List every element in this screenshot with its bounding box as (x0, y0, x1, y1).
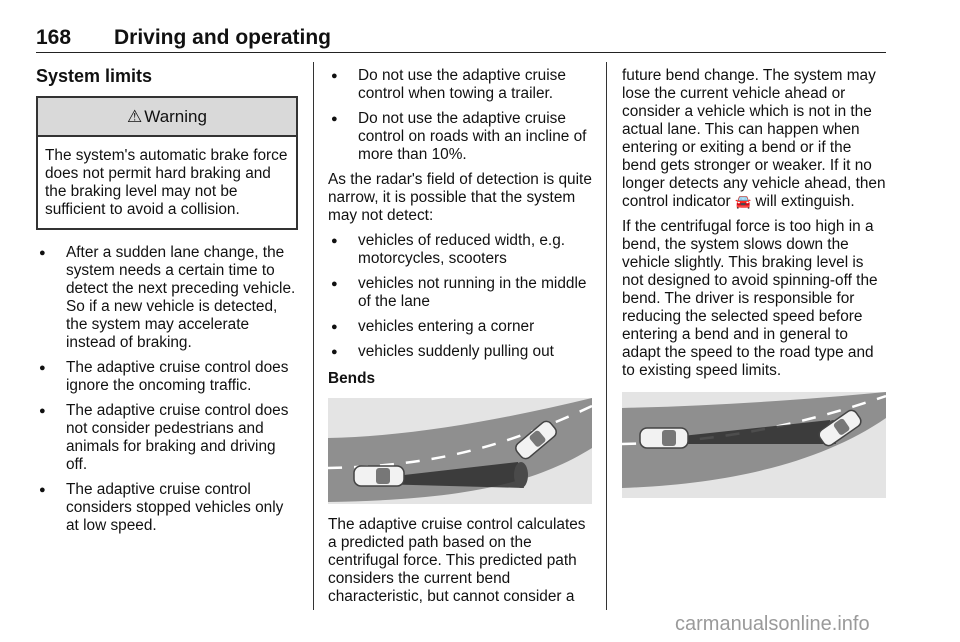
warning-box (36, 96, 298, 230)
centrifugal-paragraph: If the centrifugal force is too high in a bend, the system slows down the vehicle slightly. This braking level is not designed to avoid spinning-off the bend. The driver is responsible for reducing the selected speed before entering a bend and in general to adapt the speed to the road type and to existing speed limits. (622, 218, 878, 379)
own-car (640, 428, 688, 448)
page-number: 168 (36, 26, 72, 49)
limits-list (36, 244, 298, 535)
car-indicator-icon: 🚘 (734, 194, 752, 209)
list-item: ● vehicles entering a corner (328, 318, 592, 336)
bend-illustration-radar-straight (622, 392, 886, 498)
column-divider (313, 62, 314, 610)
watermark: carmanualsonline.info (675, 613, 870, 635)
list-item: ● The adaptive cruise control considers stopped vehicles only at low speed. (36, 481, 298, 535)
page-header (36, 26, 886, 53)
own-car (354, 466, 404, 486)
column-divider (606, 62, 607, 610)
warning-text: The system's automatic brake force does not permit hard braking and the braking level may not be sufficient to avoid a collision. (45, 147, 288, 218)
column-middle (328, 67, 592, 613)
list-item: ● After a sudden lane change, the system needs a certain time to detect the next preceding vehicle. So if a new vehicle is detected, the system may accelerate instead of braking. (36, 244, 298, 352)
bend-change-paragraph: future bend change. The system may lose the current vehicle ahead or consider a vehicle which is not in the actual lane. This can happen when entering or exiting a bend or if the bend gets stronger or weaker. If it no longer detects any vehicle ahead, then control indicator 🚘 will extinguish. (622, 67, 886, 210)
warning-header (38, 98, 296, 137)
usage-list (328, 67, 592, 164)
list-item: ● vehicles of reduced width, e.g. motorcycles, scooters (328, 232, 592, 268)
warning-title: Warning (144, 107, 207, 126)
bend-illustration-radar-lost (328, 398, 592, 504)
list-item: ● Do not use the adaptive cruise control when towing a trailer. (328, 67, 592, 103)
section-title: System limits (36, 66, 153, 86)
list-item: ● The adaptive cruise control does not consider pedestrians and animals for braking and driving off. (36, 402, 298, 474)
list-item: ● vehicles suddenly pulling out (328, 343, 592, 361)
list-item: ● vehicles not running in the middle of the lane (328, 275, 592, 311)
list-item: ● Do not use the adaptive cruise control on roads with an incline of more than 10%. (328, 110, 592, 164)
predicted-path-paragraph: The adaptive cruise control calculates a predicted path based on the centrifugal force. This predicted path considers the current bend characteristic, but cannot consider a (328, 516, 586, 605)
column-left (36, 96, 298, 542)
warning-triangle-icon: ⚠ (127, 107, 143, 126)
column-right (622, 67, 886, 498)
radar-paragraph: As the radar's field of detection is quite narrow, it is possible that the system may not detect: (328, 171, 592, 224)
chapter-title: Driving and operating (114, 26, 332, 49)
detection-list (328, 232, 592, 361)
list-item: ● The adaptive cruise control does ignore the oncoming traffic. (36, 359, 298, 395)
bends-heading: Bends (328, 370, 376, 387)
